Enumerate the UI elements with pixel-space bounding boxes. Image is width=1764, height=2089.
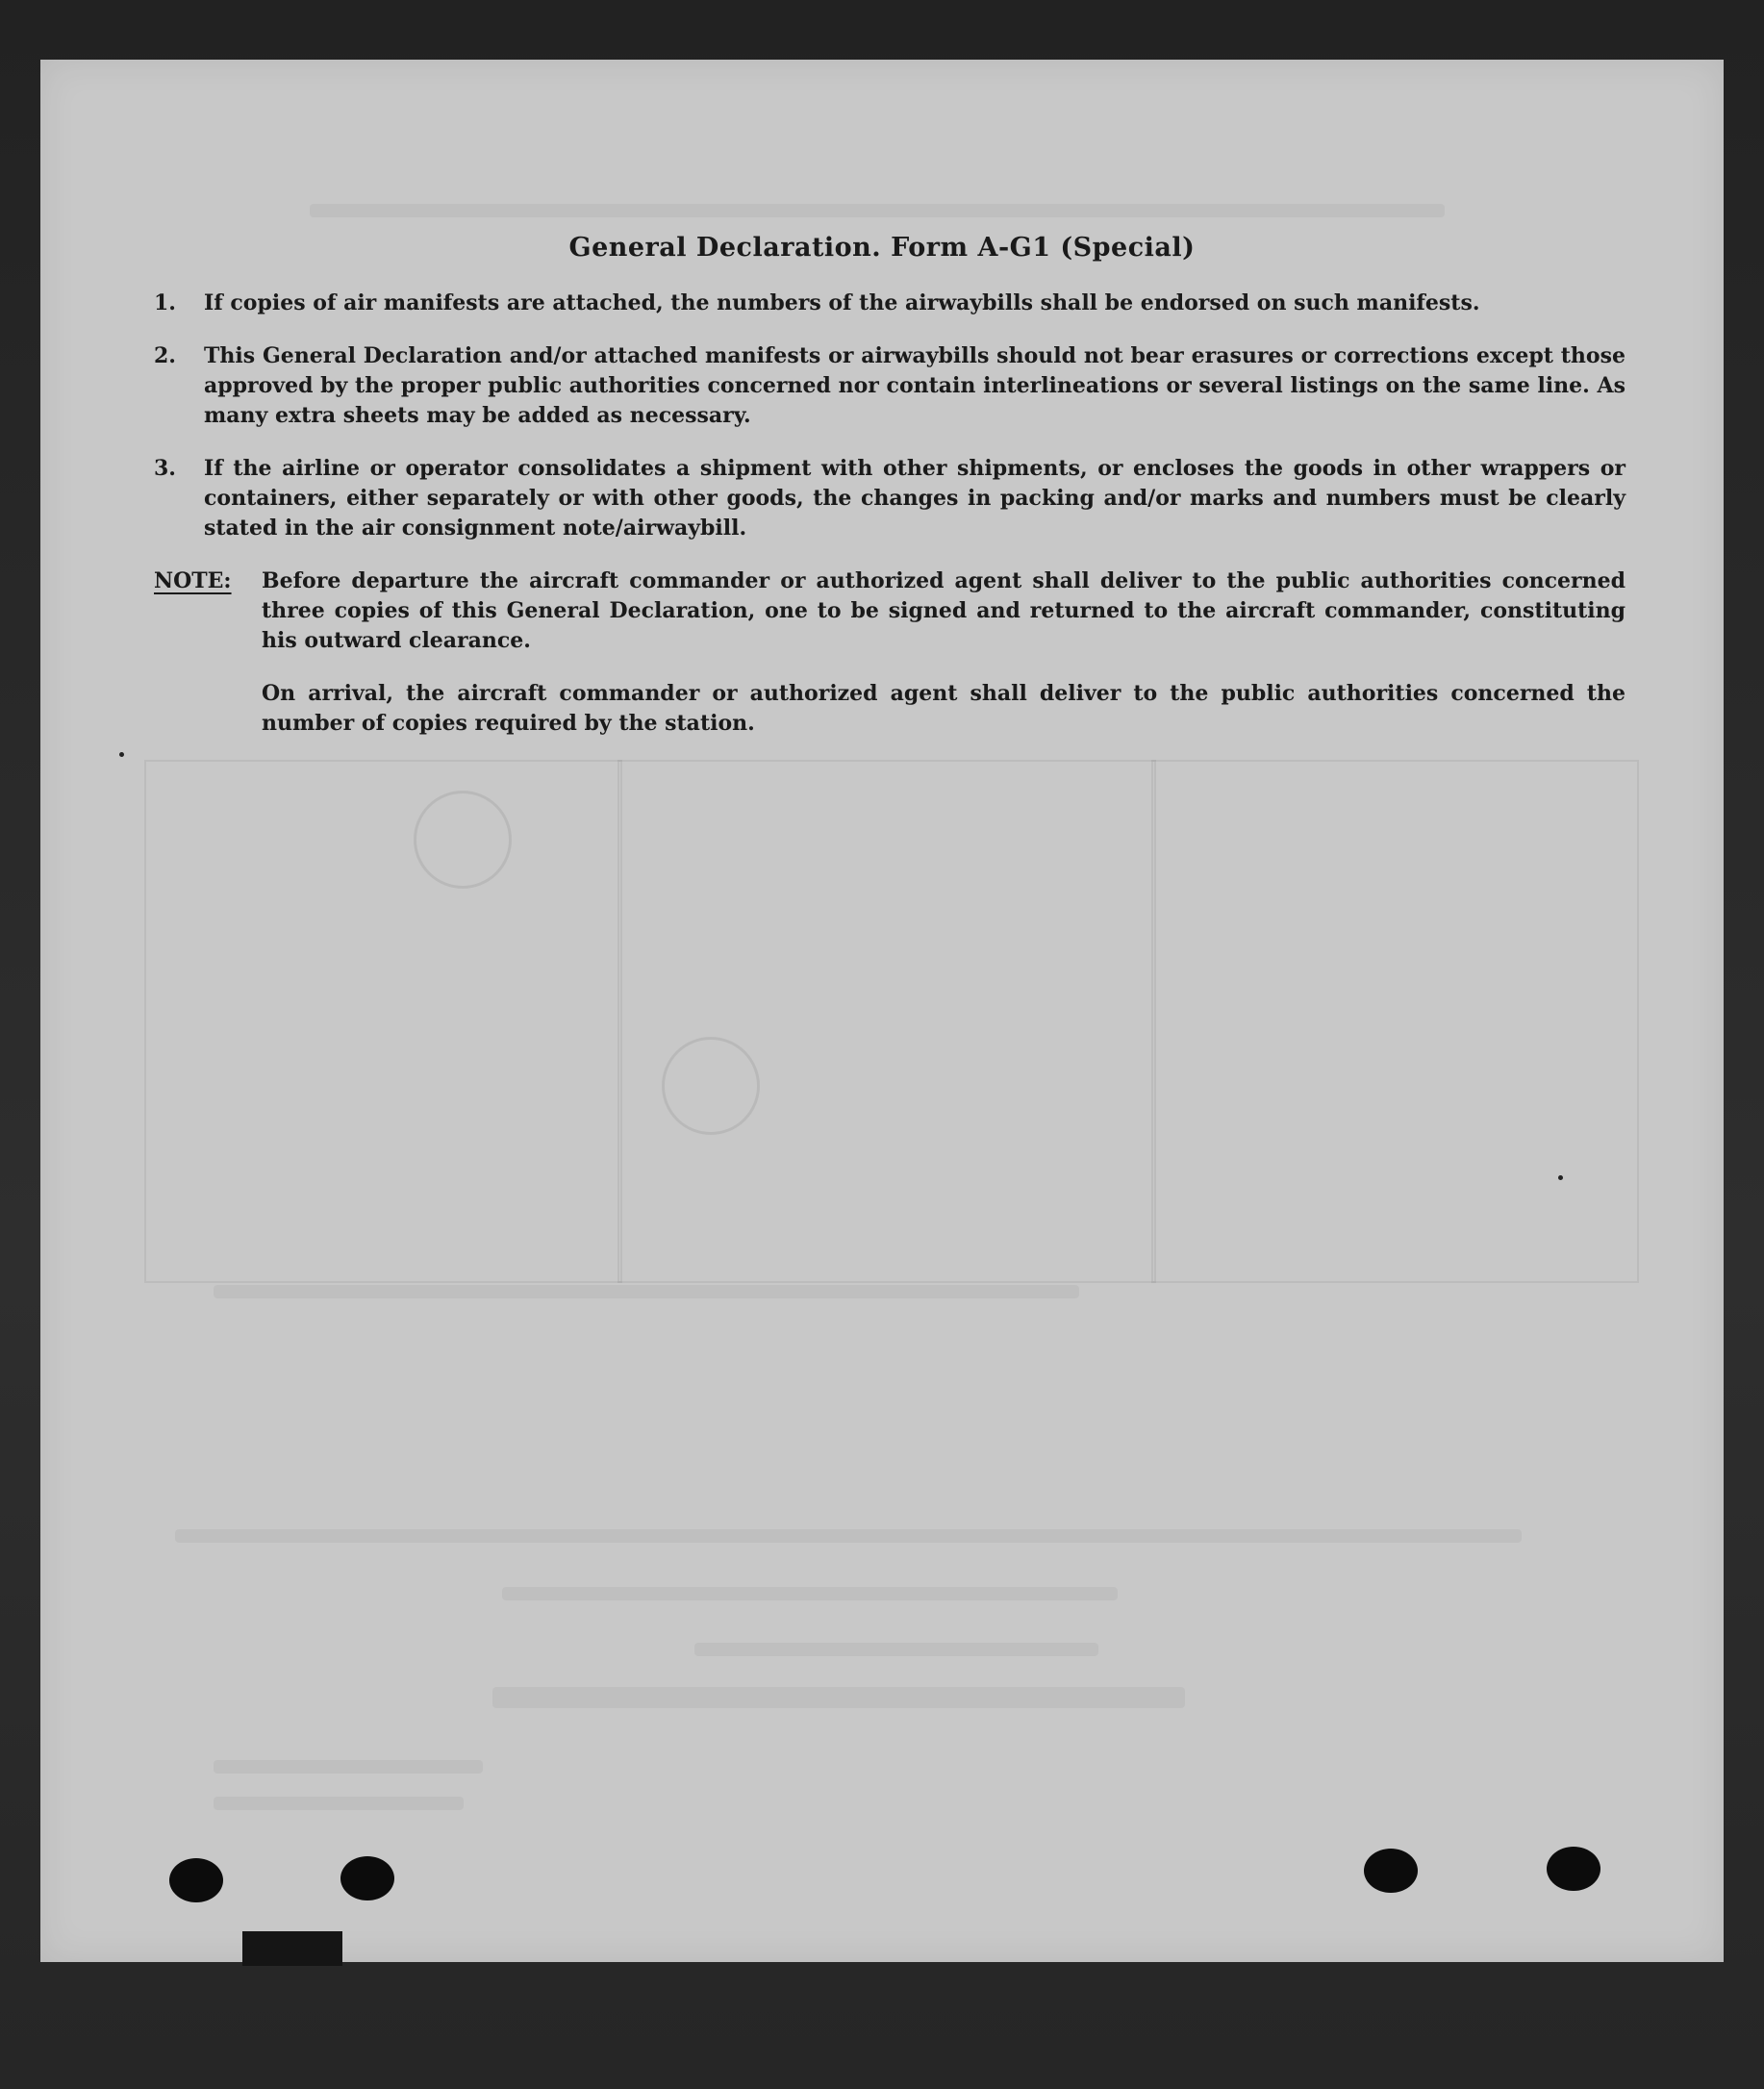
bleed-text-line [694,1643,1098,1656]
punch-hole [1547,1847,1600,1891]
speck [119,752,124,757]
bleed-text-line [214,1285,1079,1298]
note-paragraph: Before departure the aircraft commander or authorized agent shall deliver to the public authorities concerned three copies of this General Declaration, one to be signed and returned to the aircraft commander, constituting his outward clearance. [262,568,1625,653]
instructions-list [154,289,1625,762]
punch-hole [1364,1849,1418,1893]
bleed-text-line [214,1797,464,1810]
note-section [154,566,1625,762]
bleed-table-column [617,760,622,1283]
note-body [262,566,1625,762]
punch-hole [169,1858,223,1902]
bleed-table-column [1151,760,1156,1283]
bleed-text-line [502,1587,1118,1600]
document-page [40,60,1724,1962]
item-number: 2. [154,343,176,368]
note-label: NOTE: [154,568,232,593]
bleed-stamp-circle [414,791,512,889]
item-text: If the airline or operator consolidates a shipment with other shipments, or encloses the goods in other wrappers or containers, either separately or with other goods, the changes in packing and/or marks and numbers must be clearly stated in the air consignment note/airwaybill. [204,456,1625,541]
item-text: This General Declaration and/or attached manifests or airwaybills should not bear erasures or corrections except those approved by the proper public authorities concerned nor contain interlineations or several listings on the same line. As many extra sheets may be added as necessary. [204,343,1625,428]
bleed-text-line [492,1687,1185,1708]
binding-tab [242,1931,342,1966]
instruction-item [154,454,1625,543]
form-title: General Declaration. Form A-G1 (Special) [568,233,1196,263]
punch-hole [340,1856,394,1900]
instruction-item [154,341,1625,431]
item-number: 3. [154,456,176,481]
note-paragraph: On arrival, the aircraft commander or authorized agent shall deliver to the public authorities concerned the number of copies required by the station. [262,681,1625,736]
item-text: If copies of air manifests are attached, the numbers of the airwaybills shall be endorsed on such manifests. [204,290,1480,315]
item-number: 1. [154,290,176,315]
bleed-text-line [310,204,1445,217]
bleed-text-line [214,1760,483,1774]
bleed-text-line [175,1529,1522,1543]
instruction-item [154,289,1625,318]
bleed-table-outline [144,760,1639,1283]
bleed-stamp-circle [662,1037,760,1135]
speck [1558,1175,1563,1180]
